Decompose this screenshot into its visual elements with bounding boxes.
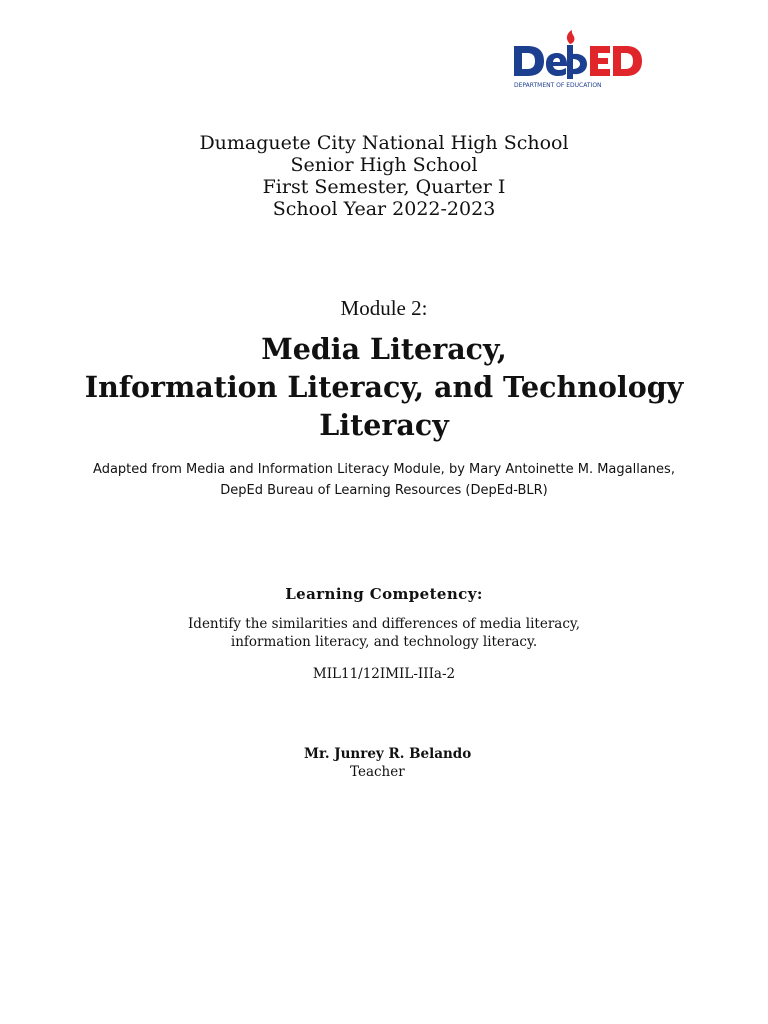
competency-line-1: Identify the similarities and differences of media literacy,: [187, 616, 581, 632]
teacher-name: Mr. Junrey R. Belando: [304, 746, 472, 762]
module-title-line-2: Information Literacy, and Technology: [84, 370, 684, 404]
deped-logo: [510, 28, 650, 92]
school-name: Dumaguete City National High School: [199, 132, 569, 154]
torch-flame-icon: [567, 30, 575, 44]
logo-letter-d-red: [613, 46, 642, 76]
deped-logo-graphic: [510, 28, 650, 92]
semester-quarter: First Semester, Quarter I: [262, 176, 506, 198]
learning-competency-heading: Learning Competency:: [285, 585, 483, 603]
logo-letter-e-red: [590, 46, 610, 76]
module-title-line-1: Media Literacy,: [261, 332, 507, 366]
logo-tagline: DEPARTMENT OF EDUCATION: [514, 82, 602, 89]
module-title: [0, 330, 768, 444]
module-title-line-3: Literacy: [319, 408, 449, 442]
school-info: [0, 132, 768, 220]
logo-letter-p-bowl: [573, 54, 587, 74]
adapted-line-2: DepEd Bureau of Learning Resources (DepEd-BLR): [220, 483, 548, 498]
module-number: Module 2:: [340, 296, 428, 320]
adapted-line-1: Adapted from Media and Information Literacy Module, by Mary Antoinette M. Magallanes,: [93, 462, 675, 477]
school-level: Senior High School: [290, 154, 478, 176]
competency-code: MIL11/12IMIL-IIIa-2: [312, 666, 456, 682]
torch-stem-icon: [567, 45, 573, 79]
logo-letter-e: [546, 53, 567, 76]
competency-line-2: information literacy, and technology literacy.: [230, 634, 538, 650]
logo-letter-d-left: [514, 46, 544, 76]
learning-competency-text: [0, 615, 768, 651]
adapted-from-note: [0, 459, 768, 501]
school-year: School Year 2022-2023: [272, 198, 496, 220]
teacher-role: Teacher: [350, 764, 405, 780]
